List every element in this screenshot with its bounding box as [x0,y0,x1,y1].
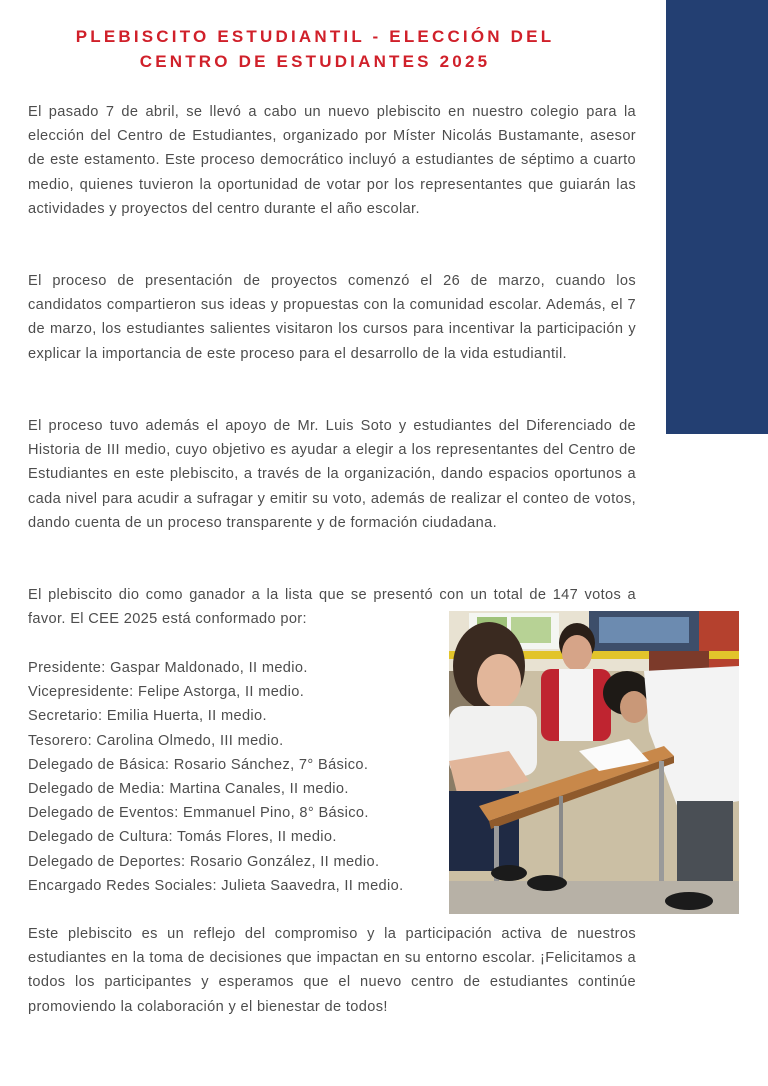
page-title [30,24,600,74]
list-item: Delegado de Básica: Rosario Sánchez, 7° Básico. [28,756,369,773]
list-item: Presidente: Gaspar Maldonado, II medio. [28,660,308,676]
list-item: Secretario: Emilia Huerta, II medio. [28,708,267,725]
members-list [28,656,448,898]
list-item: Vicepresidente: Felipe Astorga, II medio. [28,684,305,701]
paragraph-support: El proceso tuvo además el apoyo de Mr. Luis Soto y estudiantes del Diferenciado de Historia de III medio, cuyo objetivo es ayudar a elegir a los representantes del Centro de Estudiantes en este plebiscito, a través de la organización, dando espacios oportunos a cada nivel para acudir a sufragar y emitir su voto, además de realizar el conteo de votos, dando cuenta de un proceso transparente y de formación ciudadana. [28,418,636,531]
title-line-2: CENTRO DE ESTUDIANTES 2025 [139,52,491,71]
list-item: Delegado de Media: Martina Canales, II medio. [28,781,349,798]
list-item: Delegado de Eventos: Emmanuel Pino, 8° Básico. [28,805,369,822]
title-line-1: PLEBISCITO ESTUDIANTIL - ELECCIÓN DEL [75,27,555,46]
list-item: Encargado Redes Sociales: Julieta Saavedra, II medio. [28,877,404,894]
paragraph-result: El plebiscito dio como ganador a la lista que se presentó con un total de 147 votos a favor. El CEE 2025 está conformado por: [28,587,636,628]
decorative-sidebar [666,0,768,434]
list-item: Tesorero: Carolina Olmedo, III medio. [28,732,284,749]
paragraph-intro: El pasado 7 de abril, se llevó a cabo un nuevo plebiscito en nuestro colegio para la elección del Centro de Estudiantes, organizado por Míster Nicolás Bustamante, asesor de este estamento. Este proceso democrático incluyó a estudiantes de séptimo a cuarto medio, quienes tuvieron la oportunidad de votar por los representantes que guiarán las actividades y proyectos del centro durante el año escolar. [28,104,636,217]
list-item: Delegado de Deportes: Rosario González, II medio. [28,853,380,870]
paragraph-closing: Este plebiscito es un reflejo del compromiso y la participación activa de nuestros estudiantes en la toma de decisiones que impactan en su entorno escolar. ¡Felicitamos a todos los participantes y esperamos que el nuevo centro de estudiantes continúe promoviendo la colaboración y el bienestar de todos! [28,926,636,1015]
list-item: Delegado de Cultura: Tomás Flores, II medio. [28,829,337,846]
students-voting-photo [449,611,739,914]
paragraph-process: El proceso de presentación de proyectos comenzó el 26 de marzo, cuando los candidatos compartieron sus ideas y propuestas con la comunidad escolar. Además, el 7 de marzo, los estudiantes salientes visitaron los cursos para incentivar la participación y explicar la importancia de este proceso para el desarrollo de la vida estudiantil. [28,273,636,362]
